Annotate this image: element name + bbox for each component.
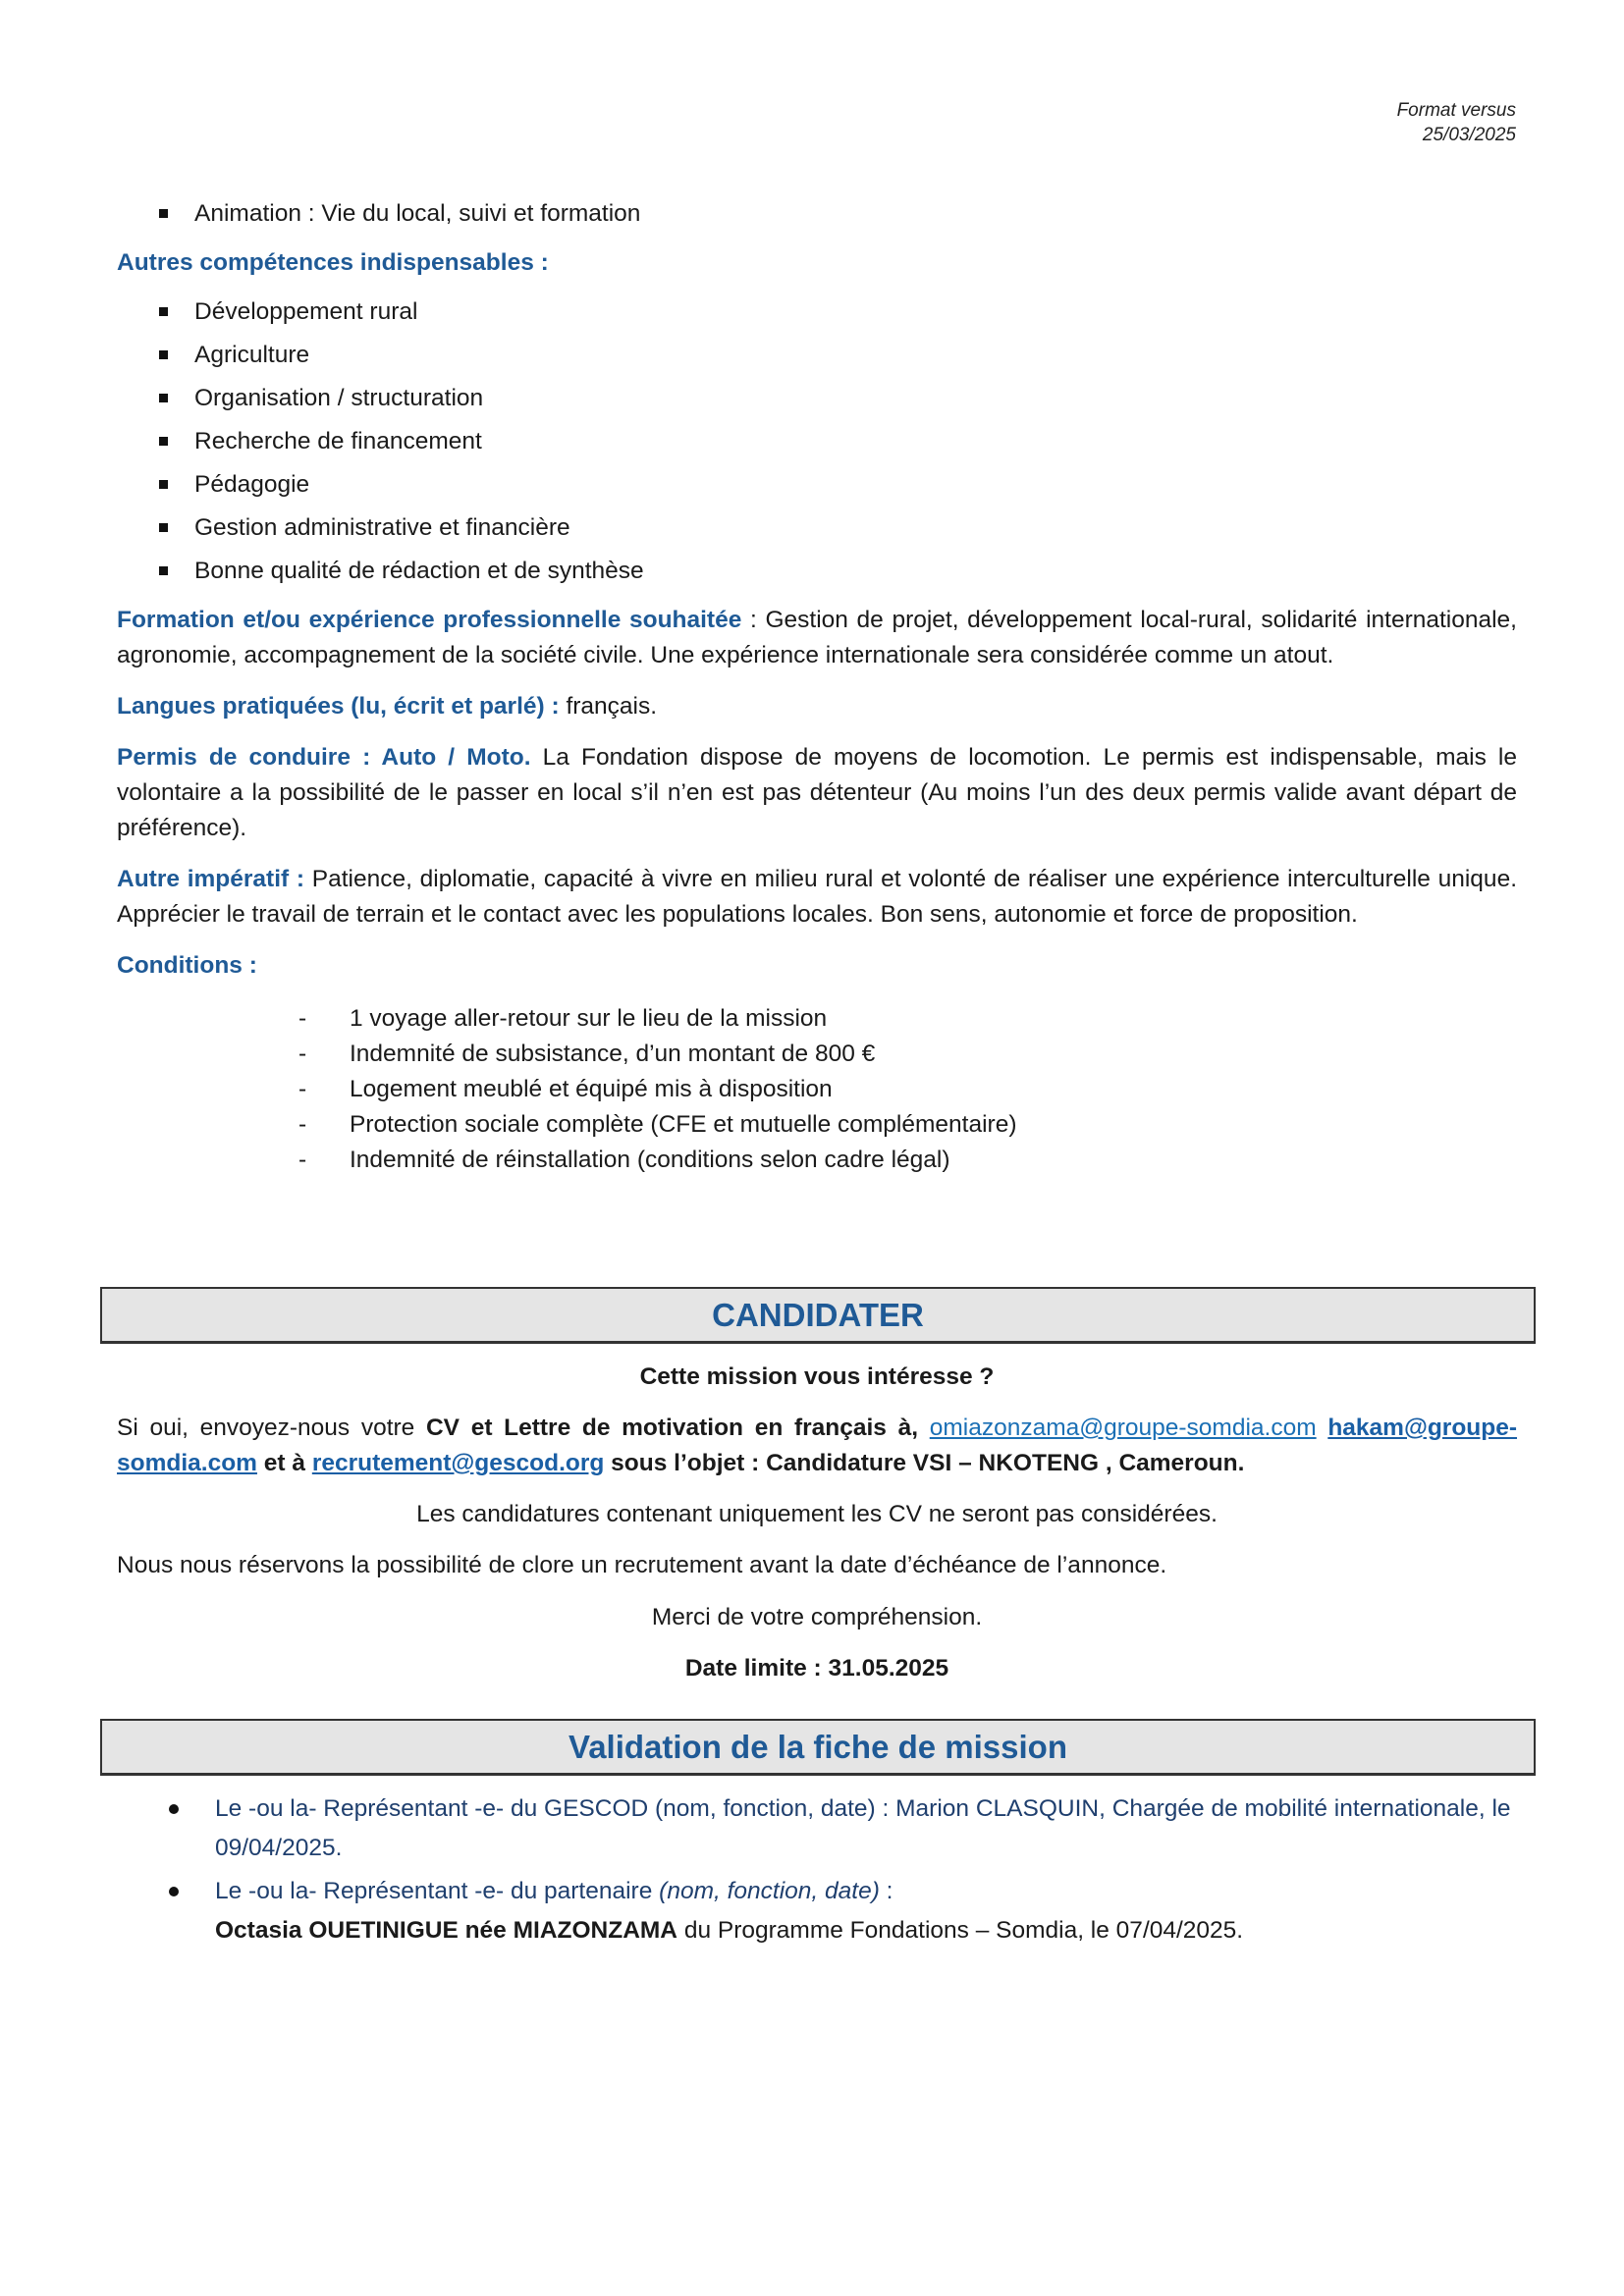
- list-item: - Protection sociale complète (CFE et mutuelle complémentaire): [117, 1107, 1517, 1143]
- dash-bullet-icon: -: [298, 1147, 307, 1173]
- permis-label: Permis de conduire : Auto / Moto.: [117, 744, 531, 771]
- dash-bullet-icon: -: [298, 1076, 307, 1102]
- conditions-heading: Conditions :: [117, 952, 257, 979]
- permis-text: La Fondation dispose de moyens de locomotion. Le permis est indispensable, mais le volontaire a la possibilité de le passer en local s’il n’en est pas détenteur (Au moins l’un des deux permis valide avant départ de préférence).: [117, 744, 1517, 841]
- validation-list: [117, 1789, 1517, 1950]
- list-item: - Indemnité de réinstallation (conditions selon cadre légal): [117, 1143, 1517, 1178]
- permis-paragraph: [117, 740, 1517, 846]
- cv-only-note: Les candidatures contenant uniquement les CV ne seront pas considérées.: [416, 1501, 1218, 1527]
- mission-details: [117, 192, 1517, 1178]
- dash-bullet-icon: -: [298, 1005, 307, 1032]
- format-label: Format versus: [1396, 100, 1516, 121]
- dash-bullet-icon: -: [298, 1111, 307, 1138]
- square-bullet-icon: [159, 523, 168, 532]
- list-item: Recherche de financement: [117, 420, 1517, 463]
- square-bullet-icon: [159, 480, 168, 489]
- email-link-recrutement[interactable]: recrutement@gescod.org: [311, 1450, 605, 1476]
- list-item: Agriculture: [117, 334, 1517, 377]
- candidater-question: Cette mission vous intéresse ?: [639, 1363, 995, 1390]
- formation-label: Formation et/ou expérience professionnelle souhaitée: [117, 607, 742, 633]
- autre-imperatif-label: Autre impératif :: [117, 866, 305, 892]
- list-item: Organisation / structuration: [117, 377, 1517, 420]
- partner-representative-name: Octasia OUETINIGUE née MIAZONZAMA: [215, 1917, 678, 1944]
- autre-imperatif-text: Patience, diplomatie, capacité à vivre en milieu rural et volonté de réaliser une expérience interculturelle unique. Apprécier le travail de terrain et le contact avec les populations locales. Bon sens, autonomie et force de proposition.: [117, 866, 1517, 928]
- conditions-list: [117, 1001, 1517, 1178]
- autres-competences-list: [117, 291, 1517, 593]
- email-link-hakam[interactable]: hakam@groupe-somdia.com: [117, 1415, 1518, 1476]
- autre-imperatif-paragraph: [117, 862, 1517, 933]
- bullet-icon: [169, 1887, 179, 1896]
- list-item: Animation : Vie du local, suivi et formation: [117, 192, 1517, 236]
- autres-competences-heading: Autres compétences indispensables :: [117, 249, 549, 276]
- square-bullet-icon: [159, 437, 168, 446]
- format-date: 25/03/2025: [1422, 125, 1516, 145]
- candidater-instructions: Si oui, envoyez-nous votre CV et Lettre de motivation en français à, omiazonzama@groupe-somdia.com hakam@groupe-somdia.com et à recrutement@gescod.org sous l’objet : Candidature VSI – NKOTENG , Cameroun.: [117, 1415, 1518, 1476]
- langues-paragraph: [117, 689, 1517, 724]
- langues-label: Langues pratiquées (lu, écrit et parlé) :: [117, 693, 560, 720]
- square-bullet-icon: [159, 307, 168, 316]
- validation-banner: Validation de la fiche de mission: [100, 1719, 1536, 1776]
- page-header: [1397, 98, 1516, 147]
- email-link-omiazonzama[interactable]: omiazonzama@groupe-somdia.com: [929, 1415, 1317, 1441]
- square-bullet-icon: [159, 350, 168, 359]
- square-bullet-icon: [159, 209, 168, 218]
- deadline: Date limite : 31.05.2025: [684, 1655, 949, 1682]
- list-item: Pédagogie: [117, 463, 1517, 507]
- list-item: Le -ou la- Représentant -e- du GESCOD (nom, fonction, date) : Marion CLASQUIN, Chargée de mobilité internationale, le 09/04/2025.: [117, 1789, 1517, 1868]
- langues-text: français.: [559, 693, 658, 720]
- formation-paragraph: [117, 603, 1517, 673]
- list-item: - Indemnité de subsistance, d’un montant de 800 €: [117, 1037, 1517, 1072]
- list-item: Développement rural: [117, 291, 1517, 334]
- list-item: Gestion administrative et financière: [117, 507, 1517, 550]
- candidater-banner: CANDIDATER: [100, 1287, 1536, 1344]
- list-item: Le -ou la- Représentant -e- du partenaire (nom, fonction, date) : Octasia OUETINIGUE née MIAZONZAMA du Programme Fondations – Somdia, le 07/04/2025.: [117, 1872, 1517, 1950]
- list-item: - 1 voyage aller-retour sur le lieu de la mission: [117, 1001, 1517, 1037]
- early-close-note: Nous nous réservons la possibilité de clore un recrutement avant la date d’échéance de l’annonce.: [117, 1552, 1167, 1578]
- list-item: Bonne qualité de rédaction et de synthèse: [117, 550, 1517, 593]
- validation-section: [117, 1789, 1517, 1954]
- formation-text: : Gestion de projet, développement local-rural, solidarité internationale, agronomie, accompagnement de la société civile. Une expérience internationale sera considérée comme un atout.: [117, 607, 1517, 668]
- bullet-icon: [169, 1804, 179, 1814]
- square-bullet-icon: [159, 394, 168, 402]
- list-item: - Logement meublé et équipé mis à disposition: [117, 1072, 1517, 1107]
- animation-list: [117, 192, 1517, 236]
- merci-note: Merci de votre compréhension.: [651, 1604, 983, 1630]
- dash-bullet-icon: -: [298, 1041, 307, 1067]
- square-bullet-icon: [159, 566, 168, 575]
